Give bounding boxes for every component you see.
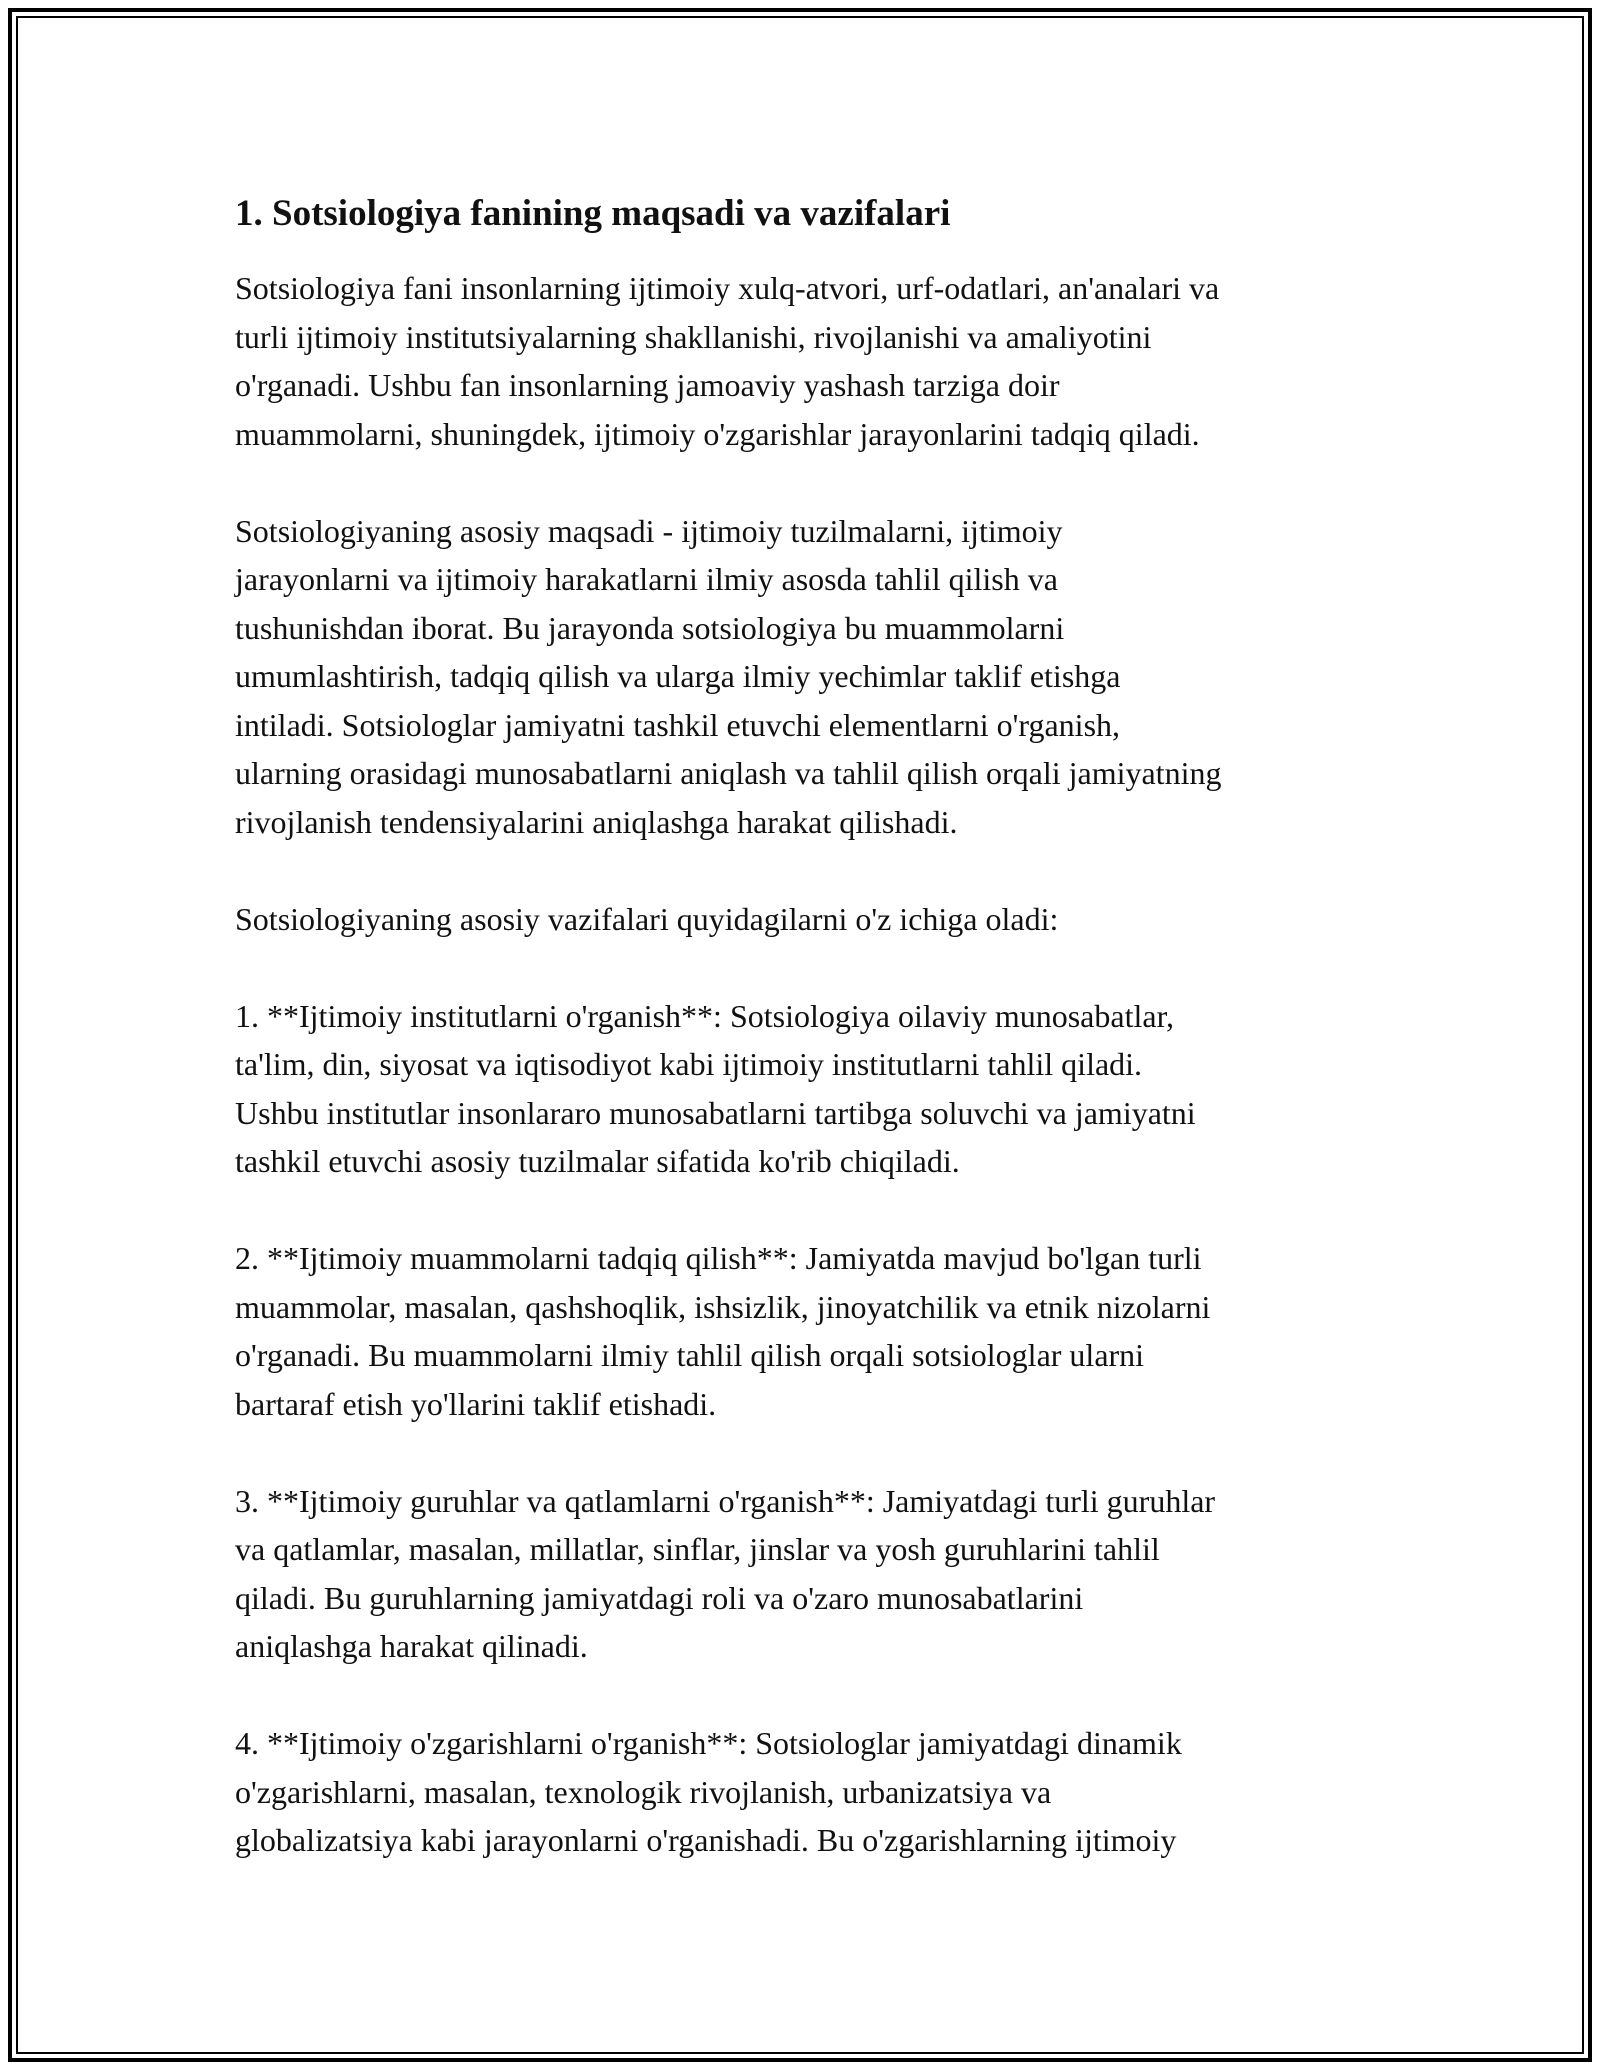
list-item-institutions: 1. **Ijtimoiy institutlarni o'rganish**: Sotsiologiya oilaviy munosabatlar, ta'lim, din, siyosat va iqtisodiyot kabi ijtimoiy institutlarni tahlil qiladi. Ushbu institutlar insonlararo munosabatlarni tartibga soluvchi va jamiyatni tashkil etuvchi asosiy tuzilmalar sifatida ko'rib chiqiladi.: [235, 997, 1196, 1179]
list-item-changes: 4. **Ijtimoiy o'zgarishlarni o'rganish**: Sotsiologlar jamiyatdagi dinamik o'zgarishlarni, masalan, texnologik rivojlanish, urbanizatsiya va globalizatsiya kabi jarayonlarni o'rganishadi. Bu o'zgarishlarning ijtimoiy: [235, 1725, 1182, 1858]
paragraph-tasks-intro: Sotsiologiyaning asosiy vazifalari quyidagilarni o'z ichiga oladi:: [235, 900, 1059, 937]
list-item-problems: 2. **Ijtimoiy muammolarni tadqiq qilish**: Jamiyatda mavjud bo'lgan turli muammolar, masalan, qashshoqlik, ishsizlik, jinoyatchilik va etnik nizolarni o'rganadi. Bu muammolarni ilmiy tahlil qilish orqali sotsiologlar ularni bartaraf etish yo'llarini taklif etishadi.: [235, 1240, 1211, 1422]
paragraph-purpose: Sotsiologiyaning asosiy maqsadi - ijtimoiy tuzilmalarni, ijtimoiy jarayonlarni va ijtimoiy harakatlarni ilmiy asosda tahlil qilish va tushunishdan iborat. Bu jarayonda sotsiologiya bu muammolarni umumlashtirish, tadqiq qilish va ularga ilmiy yechimlar taklif etishga intiladi. Sotsiologlar jamiyatni tashkil etuvchi elementlarni o'rganish, ularning orasidagi munosabatlarni aniqlash va tahlil qilish orqali jamiyatning rivojlanish tendensiyalarini aniqlashga harakat qilishadi.: [235, 512, 1222, 840]
section-heading: 1. Sotsiologiya fanining maqsadi va vazifalari: [235, 193, 951, 234]
document-body: [235, 188, 1375, 1913]
list-item-groups: 3. **Ijtimoiy guruhlar va qatlamlarni o'rganish**: Jamiyatdagi turli guruhlar va qatlamlar, masalan, millatlar, sinflar, jinslar va yosh guruhlarini tahlil qiladi. Bu guruhlarning jamiyatdagi roli va o'zaro munosabatlarini aniqlashga harakat qilinadi.: [235, 1482, 1216, 1664]
paragraph-intro: Sotsiologiya fani insonlarning ijtimoiy xulq-atvori, urf-odatlari, an'analari va turli ijtimoiy institutsiyalarning shakllanishi, rivojlanishi va amaliyotini o'rganadi. Ushbu fan insonlarning jamoaviy yashash tarziga doir muammolarni, shuningdek, ijtimoiy o'zgarishlar jarayonlarini tadqiq qiladi.: [235, 270, 1220, 452]
